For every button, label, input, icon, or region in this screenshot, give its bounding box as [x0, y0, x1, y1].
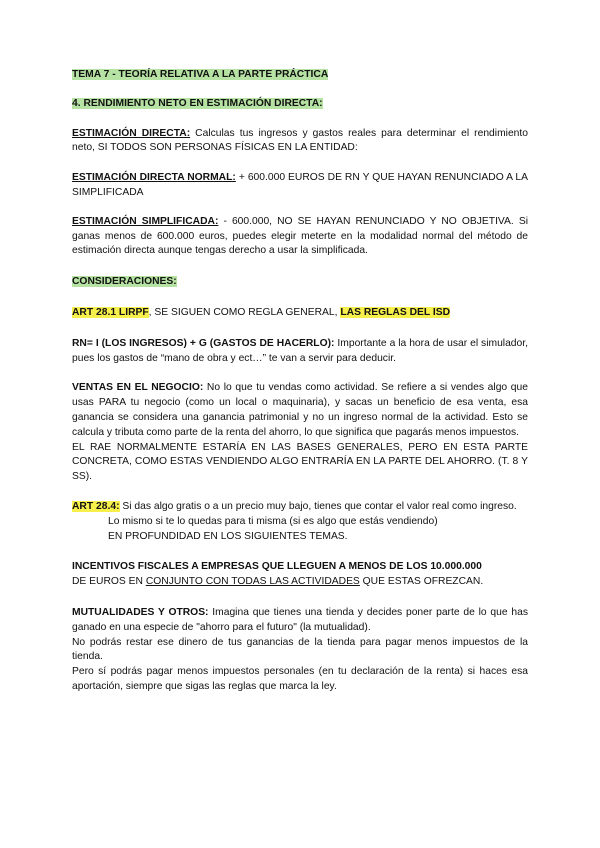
paragraph-art-28-4 — [72, 500, 528, 515]
incentivos-post: QUE ESTAS OFREZCAN. — [359, 576, 484, 588]
section-heading: 4. RENDIMIENTO NETO EN ESTIMACIÓN DIRECTA: — [72, 97, 323, 109]
incentivos-underlined: CONJUNTO CON TODAS LAS ACTIVIDADES — [145, 576, 360, 588]
section-heading-line — [72, 97, 528, 112]
paragraph-ventas — [72, 381, 528, 440]
paragraph-estimacion-simplificada — [72, 215, 528, 259]
art-28-4-line2: EN PROFUNDIDAD EN LOS SIGUIENTES TEMAS. — [108, 530, 348, 542]
term-rn: RN= I (LOS INGRESOS) + G (GASTOS DE HACERLO): — [72, 337, 335, 349]
term-estimacion-normal: ESTIMACIÓN DIRECTA NORMAL: — [72, 172, 236, 184]
art-28-4-text: Si das algo gratis o a un precio muy bajo, tienes que contar el valor real como ingreso. — [119, 500, 517, 512]
paragraph-estimacion-normal — [72, 171, 528, 201]
art-28-1-highlight: LAS REGLAS DEL ISD — [340, 306, 451, 318]
term-ventas: VENTAS EN EL NEGOCIO: — [72, 382, 204, 394]
paragraph-mutualidades-2: No podrás restar ese dinero de tus ganancias de la tienda para pagar menos impuestos de la tienda. — [72, 636, 528, 663]
incentivos-line2 — [72, 575, 528, 590]
incentivos-heading — [72, 560, 528, 575]
term-estimacion-directa: ESTIMACIÓN DIRECTA: — [72, 127, 191, 139]
text-estimacion-simplificada: - 600.000, NO SE HAYAN RENUNCIADO Y NO OBJETIVA. Si ganas menos de 600.000 euros, puedes elegir meterte en la modalidad normal del método de estimación directa aunque tengas derecho a usar la simplificada. — [72, 215, 528, 257]
doc-title-line — [72, 68, 528, 83]
paragraph-rn — [72, 337, 528, 367]
paragraph-mutualidades — [72, 606, 528, 636]
text-mutualidades: Imagina que tienes una tienda y decides poner parte de lo que has ganado en una especie de "ahorro para el futuro" (la mutualidad). — [72, 606, 528, 633]
art-28-4-ref: ART 28.4: — [72, 500, 120, 512]
term-mutualidades: MUTUALIDADES Y OTROS: — [72, 606, 209, 618]
consideraciones-line — [72, 275, 528, 290]
paragraph-art-28-1 — [72, 306, 528, 321]
text-rn: Importante a la hora de usar el simulador, pues los gastos de “mano de obra y ect…” te van a servir para deducir. — [72, 337, 528, 364]
consideraciones-heading: CONSIDERACIONES: — [72, 276, 177, 288]
text-ventas: No lo que tu vendas como actividad. Se refiere a si vendes algo que usas PARA tu negocio (como un local o maquinaria), y sacas un beneficio de esa venta, esa ganancia se considera una ganancia patrimonial y no un ingreso normal de la actividad. Esto se calcula y tributa como parte de la renta del ahorro, lo que significa que pagarás menos impuestos. — [72, 382, 528, 438]
text-estimacion-directa: Calculas tus ingresos y gastos reales para determinar el rendimiento neto, SI TODOS SON PERSONAS FÍSICAS EN LA ENTIDAD: — [72, 127, 528, 154]
paragraph-mutualidades-3: Pero sí podrás pagar menos impuestos personales (en tu declaración de la renta) si haces esa aportación, siempre que sigas las reglas que marca la ley. — [72, 666, 528, 692]
paragraph-rae: EL RAE NORMALMENTE ESTARÍA EN LAS BASES GENERALES, PERO EN ESTA PARTE CONCRETA, COMO ESTAS VENDIENDO ALGO ENTRARÍA EN LA PARTE DEL AHORRO. (T. 8 Y SS). — [72, 441, 528, 483]
term-incentivos: INCENTIVOS FISCALES A EMPRESAS QUE LLEGUEN A MENOS DE LOS 10.000.000 — [72, 561, 482, 573]
term-estimacion-simplificada: ESTIMACIÓN SIMPLIFICADA: — [72, 215, 219, 227]
incentivos-pre: DE EUROS EN — [72, 576, 146, 588]
doc-title: TEMA 7 - TEORÍA RELATIVA A LA PARTE PRÁCTICA — [72, 69, 329, 80]
art-28-4-line1: Lo mismo si te lo quedas para ti misma (si es algo que estás vendiendo) — [108, 515, 438, 527]
document-page — [72, 68, 528, 695]
art-28-1-ref: ART 28.1 LIRPF — [72, 306, 149, 318]
text-estimacion-normal: + 600.000 EUROS DE RN Y QUE HAYAN RENUNCIADO A LA SIMPLIFICADA — [72, 172, 528, 198]
paragraph-estimacion-directa — [72, 127, 528, 157]
art-28-1-text: , SE SIGUEN COMO REGLA GENERAL, — [148, 306, 341, 318]
